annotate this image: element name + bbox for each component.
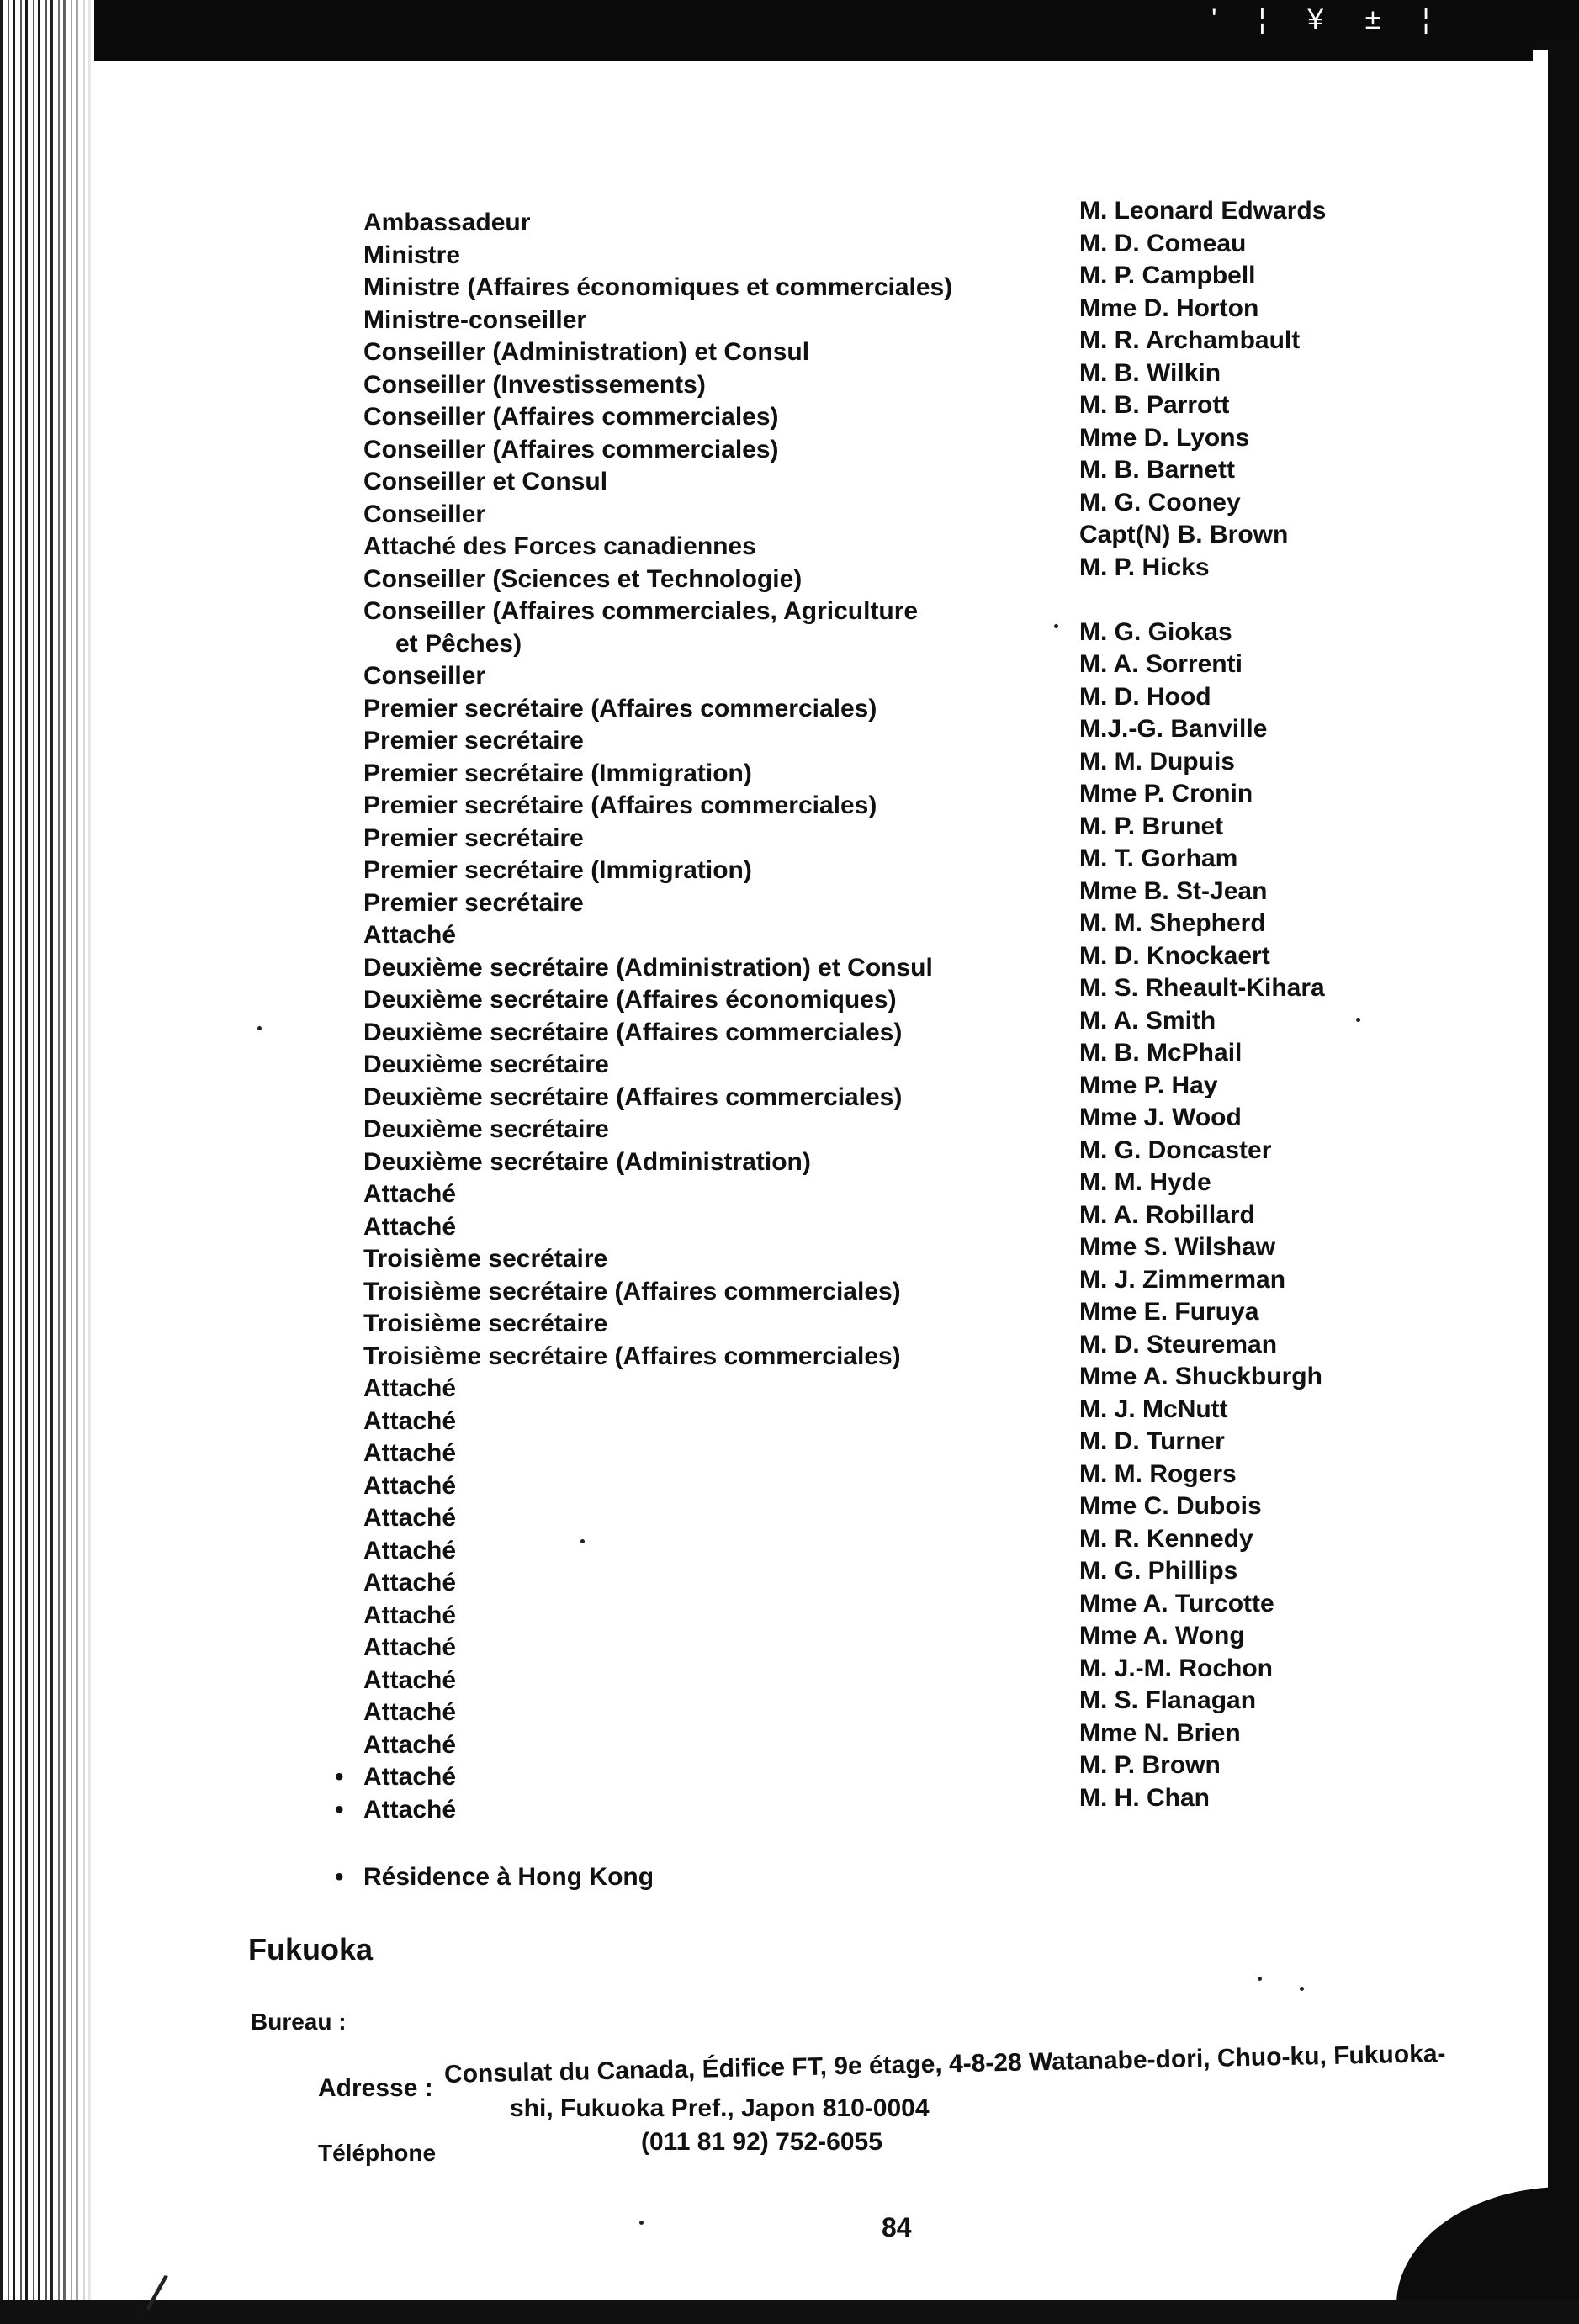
- staff-name: M. J.-M. Rochon: [1079, 1654, 1273, 1682]
- staff-title-text: Attaché: [363, 1439, 457, 1467]
- staff-title-text: Premier secrétaire (Immigration): [363, 856, 752, 884]
- staff-name: M. M. Hyde: [1079, 1168, 1211, 1196]
- staff-name: Mme A. Wong: [1079, 1622, 1245, 1649]
- staff-title-text: Premier secrétaire (Affaires commerciales): [363, 791, 877, 819]
- spacer: [1079, 584, 1466, 617]
- staff-title: [363, 434, 1053, 467]
- staff-name: M. A. Smith: [1079, 1006, 1216, 1035]
- staff-title-text: Attaché: [363, 1569, 457, 1596]
- staff-title: [363, 725, 1053, 758]
- staff-title-text: Conseiller: [363, 662, 486, 690]
- scan-marks: ' ¦ ¥ ± ¦: [1211, 3, 1447, 35]
- staff-title: [363, 823, 1053, 855]
- staff-name: M. J. McNutt: [1079, 1395, 1228, 1423]
- address-label: Adresse :: [318, 2074, 433, 2102]
- staff-title-text: Ministre-conseiller: [363, 305, 587, 334]
- staff-title-text: Deuxième secrétaire (Affaires commerciales): [363, 1083, 903, 1111]
- residence-bullet: •: [335, 1795, 344, 1824]
- staff-name: Mme N. Brien: [1079, 1718, 1241, 1747]
- staff-title: [363, 272, 1053, 304]
- staff-title: [363, 1502, 1053, 1535]
- footnote-text: Résidence à Hong Kong: [363, 1863, 654, 1891]
- staff-title-text: Attaché: [363, 1536, 457, 1564]
- staff-name: M. H. Chan: [1079, 1783, 1210, 1812]
- staff-title-text: Attaché: [363, 1212, 457, 1241]
- staff-title-text: Conseiller (Affaires commerciales): [363, 435, 779, 463]
- bureau-label: Bureau :: [251, 2009, 347, 2035]
- staff-title-text: Ambassadeur: [363, 209, 531, 236]
- staff-name: M. B. Parrott: [1079, 391, 1230, 419]
- staff-name: M. G. Phillips: [1079, 1557, 1238, 1585]
- staff-title-text: Deuxième secrétaire: [363, 1051, 609, 1078]
- staff-name: M. B. Barnett: [1079, 456, 1236, 484]
- staff-name: M. S. Flanagan: [1079, 1686, 1257, 1714]
- staff-name: M. Leonard Edwards: [1079, 197, 1327, 225]
- staff-title-text: Attaché: [363, 1471, 457, 1500]
- footnote-bullet: •: [335, 1863, 344, 1891]
- staff-name: M. P. Brunet: [1079, 812, 1224, 840]
- staff-title: [363, 1049, 1053, 1082]
- staff-name: M. B. Wilkin: [1079, 358, 1221, 387]
- staff-title: [363, 952, 1053, 985]
- scan-bottom-border: [0, 2300, 1579, 2324]
- staff-name: Mme J. Wood: [1079, 1104, 1242, 1131]
- staff-title: [363, 887, 1053, 920]
- staff-title-text: Ministre (Affaires économiques et commerciales): [363, 273, 953, 301]
- staff-title: [363, 1276, 1053, 1309]
- staff-name: Mme A. Shuckburgh: [1079, 1363, 1322, 1390]
- titles-column: [335, 207, 1053, 1826]
- residence-bullet: •: [335, 1763, 344, 1791]
- staff-title: [335, 1794, 1053, 1827]
- staff-name: Capt(N) B. Brown: [1079, 521, 1289, 548]
- staff-title: [363, 1632, 1053, 1665]
- staff-title-text: Ministre: [363, 241, 461, 269]
- staff-title: [363, 758, 1053, 791]
- scan-speck: [1258, 1977, 1262, 1981]
- staff-name: M. G. Giokas: [1079, 617, 1232, 646]
- staff-name: M. G. Cooney: [1079, 488, 1241, 516]
- staff-title-text: Conseiller: [363, 500, 486, 528]
- staff-title-text: Conseiller (Sciences et Technologie): [363, 564, 803, 593]
- footnote: [335, 1861, 654, 1893]
- address-line-2: shi, Fukuoka Pref., Japon 810-0004: [510, 2094, 930, 2122]
- staff-title: [363, 1697, 1053, 1729]
- staff-title-text: Attaché: [363, 1374, 457, 1402]
- staff-title: [363, 660, 1053, 693]
- staff-title-text: Attaché: [363, 1180, 457, 1208]
- staff-title-text: Troisième secrétaire: [363, 1310, 608, 1337]
- staff-title: [363, 1114, 1053, 1146]
- staff-title-text: Attaché: [363, 1406, 457, 1435]
- scan-speck: [580, 1539, 585, 1543]
- staff-name: M. D. Hood: [1079, 682, 1211, 711]
- staff-title-text: Conseiller (Administration) et Consul: [363, 338, 810, 366]
- staff-title-text: Premier secrétaire (Affaires commerciales): [363, 694, 877, 723]
- staff-title: [363, 1082, 1053, 1114]
- staff-title-text: Attaché: [363, 1601, 457, 1629]
- scan-speck: [1356, 1018, 1360, 1022]
- staff-title-text: Deuxième secrétaire: [363, 1115, 609, 1143]
- staff-title: [363, 336, 1053, 369]
- staff-title: [363, 1243, 1053, 1276]
- staff-title: [363, 984, 1053, 1017]
- staff-name: M. P. Hicks: [1079, 553, 1210, 581]
- staff-title-text: Conseiller (Affaires commerciales, Agriculture: [363, 597, 919, 625]
- staff-title-text: Attaché: [363, 1665, 457, 1694]
- staff-name: M. M. Shepherd: [1079, 909, 1266, 937]
- staff-title: [363, 1665, 1053, 1697]
- staff-name: M. T. Gorham: [1079, 844, 1238, 872]
- staff-name: Mme E. Furuya: [1079, 1298, 1259, 1326]
- staff-title-text: Troisième secrétaire (Affaires commerciales): [363, 1342, 901, 1370]
- phone-value: (011 81 92) 752-6055: [641, 2128, 882, 2156]
- staff-name: M. B. McPhail: [1079, 1039, 1243, 1067]
- staff-title: [363, 693, 1053, 726]
- staff-title: [363, 1600, 1053, 1633]
- staff-title-text: Attaché: [363, 1698, 457, 1726]
- staff-title: [363, 1178, 1053, 1211]
- staff-title: [363, 1373, 1053, 1406]
- staff-title: [335, 1761, 1053, 1794]
- staff-name: M. J. Zimmerman: [1079, 1265, 1286, 1294]
- staff-name: Mme D. Lyons: [1079, 423, 1250, 452]
- staff-title: [363, 855, 1053, 887]
- staff-title: [363, 1017, 1053, 1050]
- staff-title: [363, 1341, 1053, 1374]
- names-column: [1079, 195, 1466, 1814]
- staff-title-text: Attaché: [363, 921, 457, 949]
- staff-name: M. D. Knockaert: [1079, 941, 1270, 970]
- staff-title: [363, 919, 1053, 952]
- staff-title: [363, 1146, 1053, 1179]
- city-heading: Fukuoka: [248, 1932, 374, 1967]
- staff-name: M. R. Archambault: [1079, 326, 1301, 354]
- staff-title-continuation: et Pêches): [395, 629, 522, 658]
- scan-speck: [639, 2221, 644, 2225]
- phone-label: Téléphone: [318, 2140, 437, 2166]
- staff-title-text: Premier secrétaire: [363, 823, 584, 852]
- staff-title: [363, 1729, 1053, 1762]
- staff-name: Mme A. Turcotte: [1079, 1589, 1274, 1617]
- staff-name: M. R. Kennedy: [1079, 1524, 1253, 1553]
- staff-title-text: Troisième secrétaire: [363, 1245, 608, 1273]
- staff-title: [363, 207, 1053, 240]
- scan-speck: [257, 1026, 262, 1030]
- staff-name: M. S. Rheault-Kihara: [1079, 974, 1325, 1002]
- staff-title-text: Premier secrétaire: [363, 888, 584, 917]
- staff-title: [363, 790, 1053, 823]
- page-right-margin: [1533, 50, 1548, 2254]
- staff-name: Mme C. Dubois: [1079, 1492, 1262, 1520]
- staff-title-text: Attaché: [363, 1633, 457, 1661]
- staff-title-text: Attaché: [363, 1795, 457, 1824]
- staff-name: M. G. Doncaster: [1079, 1136, 1272, 1164]
- staff-name: M.J.-G. Banville: [1079, 715, 1268, 743]
- staff-name: Mme S. Wilshaw: [1079, 1233, 1276, 1261]
- staff-title-text: Deuxième secrétaire (Administration): [363, 1147, 811, 1176]
- staff-title-text: Premier secrétaire: [363, 727, 584, 754]
- staff-name: M. P. Brown: [1079, 1751, 1221, 1779]
- staff-name: M. A. Sorrenti: [1079, 650, 1243, 678]
- staff-title: [363, 1437, 1053, 1470]
- staff-title: [363, 304, 1053, 337]
- staff-title: [363, 369, 1053, 402]
- staff-title: [363, 1535, 1053, 1568]
- staff-title: [363, 499, 1053, 532]
- staff-title-text: Conseiller (Affaires commerciales): [363, 403, 779, 431]
- staff-title-text: Premier secrétaire (Immigration): [363, 759, 752, 787]
- staff-title-text: Conseiller (Investissements): [363, 370, 706, 399]
- staff-title: [363, 1567, 1053, 1600]
- binding-fade: [50, 0, 94, 2324]
- staff-title: [363, 1406, 1053, 1438]
- staff-title-text: Attaché des Forces canadiennes: [363, 532, 756, 560]
- staff-title-text: Attaché: [363, 1730, 457, 1759]
- staff-title-text: Deuxième secrétaire (Administration) et Consul: [363, 953, 933, 982]
- staff-title-text: Attaché: [363, 1763, 457, 1791]
- staff-title: [363, 596, 1053, 628]
- staff-title: [363, 1308, 1053, 1341]
- staff-name: M. D. Comeau: [1079, 229, 1247, 257]
- staff-name: Mme B. St-Jean: [1079, 876, 1268, 905]
- staff-name: M. M. Rogers: [1079, 1459, 1237, 1488]
- staff-name: M. D. Steureman: [1079, 1330, 1278, 1358]
- staff-name: Mme P. Cronin: [1079, 780, 1253, 807]
- scan-speck: [1054, 624, 1058, 628]
- scan-speck: [1300, 1987, 1304, 1991]
- staff-name: Mme D. Horton: [1079, 294, 1259, 322]
- scan-mark: /: [143, 2263, 171, 2323]
- page-number: 84: [882, 2212, 912, 2242]
- staff-name: M. M. Dupuis: [1079, 747, 1235, 776]
- address-line-1: Consulat du Canada, Édifice FT, 9e étage, 4-8-28 Watanabe-dori, Chuo-ku, Fukuoka-: [443, 2040, 1446, 2088]
- staff-title: [363, 1211, 1053, 1244]
- staff-title: [363, 564, 1053, 596]
- staff-title: [363, 401, 1053, 434]
- staff-title-text: Conseiller et Consul: [363, 468, 608, 495]
- staff-title-text: Troisième secrétaire (Affaires commerciales): [363, 1277, 901, 1305]
- staff-title: [363, 531, 1053, 564]
- staff-name: M. D. Turner: [1079, 1427, 1225, 1455]
- staff-title: [363, 240, 1053, 273]
- staff-title-text: Deuxième secrétaire (Affaires commerciales): [363, 1018, 903, 1046]
- staff-title-text: Deuxième secrétaire (Affaires économiques): [363, 986, 897, 1014]
- staff-title: [363, 1470, 1053, 1503]
- staff-title-text: Attaché: [363, 1504, 457, 1532]
- staff-name: M. A. Robillard: [1079, 1200, 1255, 1229]
- staff-name: Mme P. Hay: [1079, 1071, 1218, 1099]
- staff-title: [363, 466, 1053, 499]
- staff-name: M. P. Campbell: [1079, 262, 1256, 289]
